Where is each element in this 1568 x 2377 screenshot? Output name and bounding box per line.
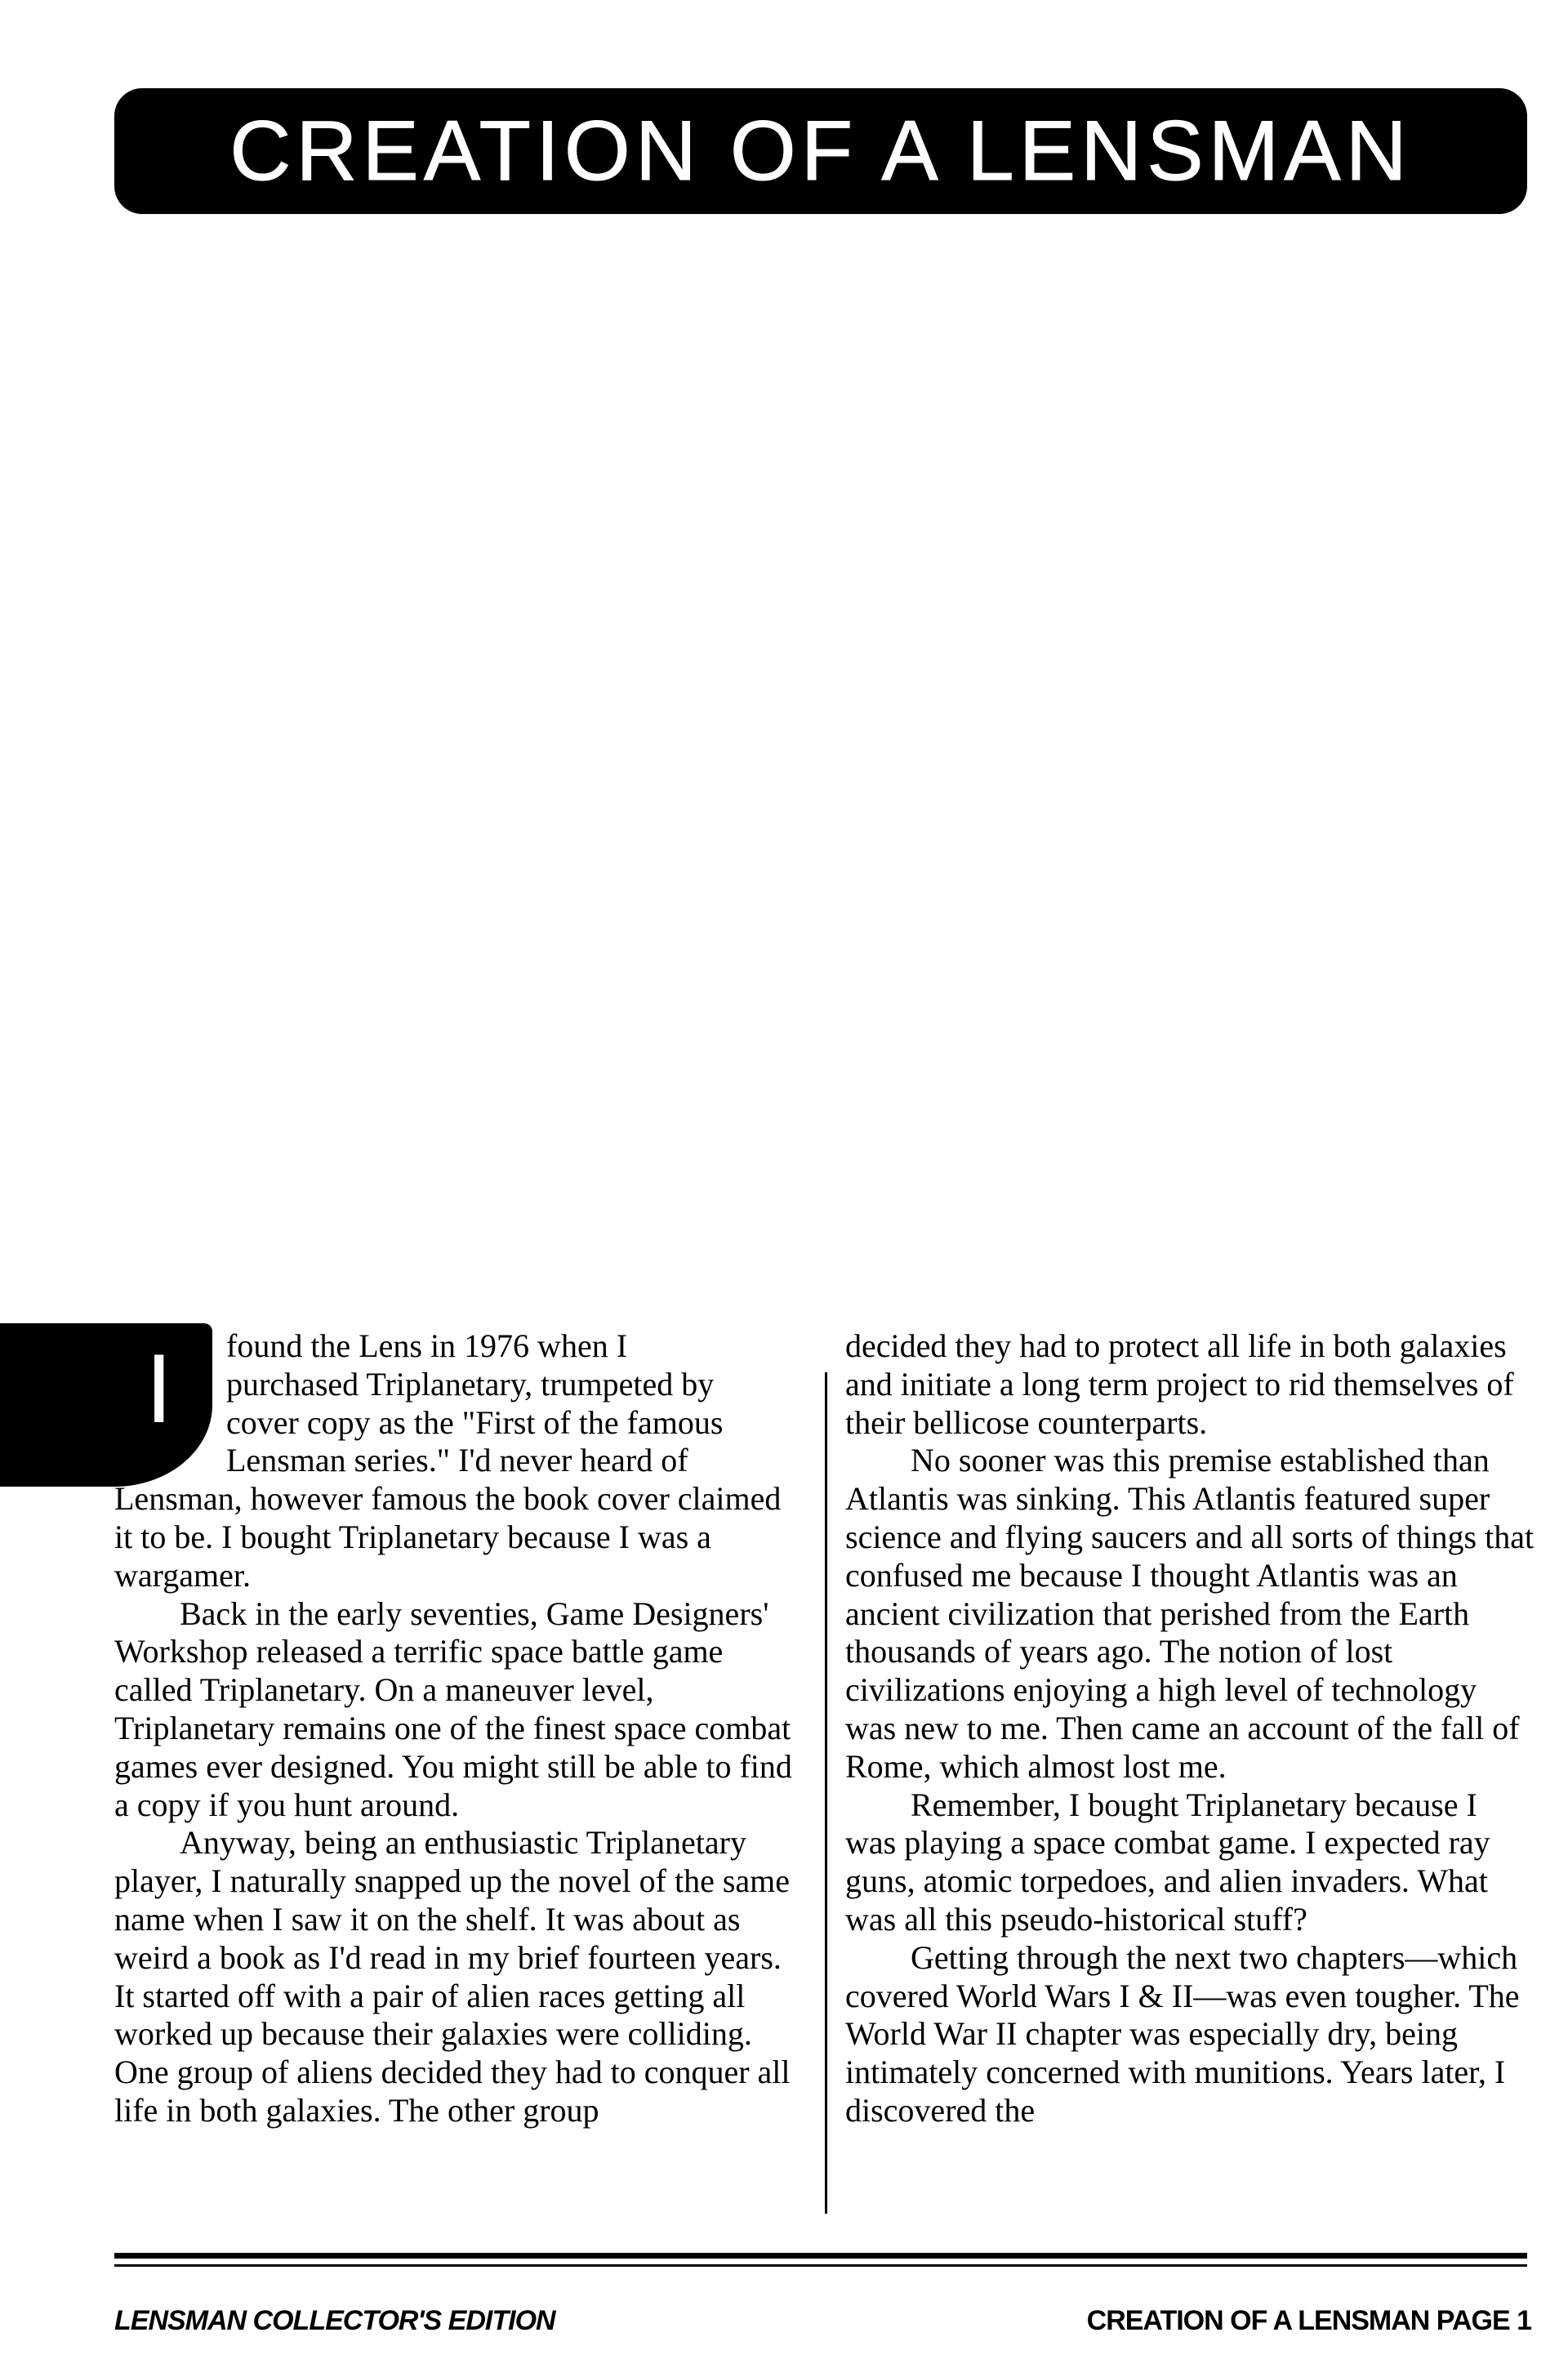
paragraph-4: decided they had to protect all life in both galaxies and initiate a long term project to rid themselves of their bellicose counterparts. bbox=[845, 1327, 1514, 1441]
footer-page-label: CREATION OF A LENSMAN PAGE 1 bbox=[1086, 2305, 1531, 2336]
paragraph-5: No sooner was this premise established than Atlantis was sinking. This Atlantis featured super science and flying saucers and all sorts of things that confused me because I thought Atlantis was an ancient civilization that perished from the Earth thousands of years ago. The notion of lost civilizations enjoying a high level of technology was new to me. Then came an account of the fall of Rome, which almost lost me. bbox=[845, 1442, 1535, 1785]
lead-line-3: cover copy as the "First of the famous bbox=[226, 1403, 724, 1441]
paragraph-7: Getting through the next two chapters—which covered World Wars I & II—was even tougher. The World War II chapter was especially dry, being intimately concerned with munitions. Years later, I discovered the bbox=[845, 1938, 1520, 2129]
paragraph-6: Remember, I bought Triplanetary because I was playing a space combat game. I expected ray guns, atomic torpedoes, and alien invaders. What was all this pseudo-historical stuff? bbox=[845, 1786, 1490, 1938]
title-banner bbox=[114, 88, 1527, 214]
right-column bbox=[845, 1327, 1535, 2130]
paragraph-1-continued: Lensman, however famous the book cover claimed it to be. I bought Triplanetary because I was a wargamer. bbox=[114, 1480, 782, 1594]
footer-publication: LENSMAN COLLECTOR'S EDITION bbox=[114, 2305, 555, 2336]
footer-rule-thick bbox=[114, 2253, 1527, 2259]
column-divider bbox=[825, 1372, 827, 2214]
footer-rule-thin bbox=[114, 2264, 1527, 2267]
paragraph-3: Anyway, being an enthusiastic Triplanetary player, I naturally snapped up the novel of the same name when I saw it on the shelf. It was about as weird a book as I'd read in my brief fourteen years. It started off with a pair of alien races getting all worked up because their galaxies were colliding. One group of aliens decided they had to conquer all life in both galaxies. The other group bbox=[114, 1824, 791, 2129]
lead-line-4: Lensman series." I'd never heard of bbox=[226, 1442, 688, 1479]
left-column bbox=[114, 1327, 804, 2130]
lead-paragraph bbox=[114, 1327, 804, 1480]
paragraph-2: Back in the early seventies, Game Designers' Workshop released a terrific space battle game called Triplanetary. On a maneuver level, Triplanetary remains one of the finest space combat games ever designed. You might still be able to find a copy if you hunt around. bbox=[114, 1594, 792, 1823]
lead-line-2: purchased Triplanetary, trumpeted by bbox=[226, 1365, 715, 1403]
lead-line-1: found the Lens in 1976 when I bbox=[226, 1327, 628, 1364]
page-title: CREATION OF A LENSMAN bbox=[229, 104, 1412, 198]
drop-cap-letter: I bbox=[145, 1334, 173, 1443]
